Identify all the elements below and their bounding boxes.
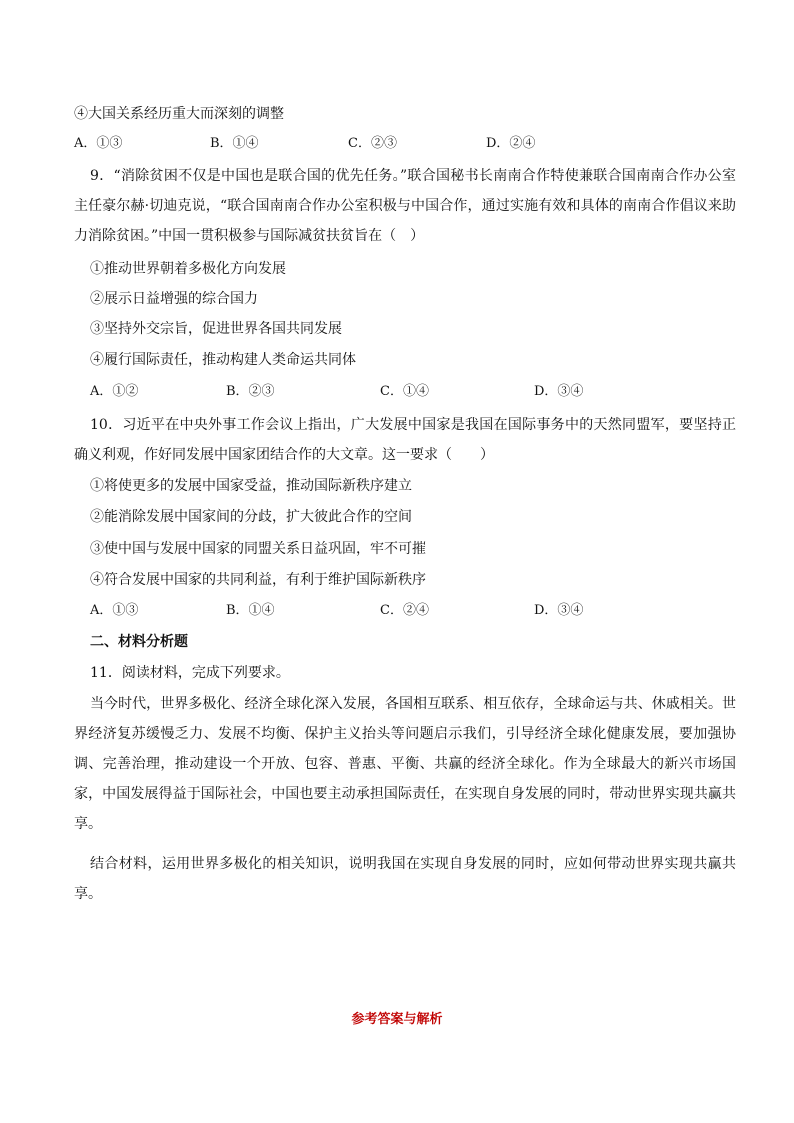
q9-stem: 9．“消除贫困不仅是中国也是联合国的优先任务。”联合国秘书长南南合作特使兼联合国南南合作办公室主任豪尔赫·切迪克说，“联合国南南合作办公室积极与中国合作，通过实施有效和具体的南南合作倡议来助力消除贫困。”中国一贯积极参与国际减贫扶贫旨在（ ） (74, 168, 736, 244)
q9-item-4: ④履行国际责任，推动构建人类命运共同体 (90, 352, 356, 368)
q11-question: 结合材料，运用世界多极化的相关知识，说明我国在实现自身发展的同时，应如何带动世界实现共赢共享。 (74, 856, 736, 902)
q11-material: 当今时代，世界多极化、经济全球化深入发展，各国相互联系、相互依存，全球命运与共、休戚相关。世界经济复苏缓慢乏力、发展不均衡、保护主义抬头等问题启示我们，引导经济全球化健康发展，要加强协调、完善治理，推动建设一个开放、包容、普惠、平衡、共赢的经济全球化。作为全球最大的新兴市场国家，中国发展得益于国际社会，中国也要主动承担国际责任，在实现自身发展的同时，带动世界实现共赢共享。 (74, 696, 736, 832)
q10-stem: 10．习近平在中央外事工作会议上指出，广大发展中国家是我国在国际事务中的天然同盟军，要坚持正确义利观，作好同发展中国家团结合作的大文章。这一要求（ ） (74, 417, 736, 463)
q10-item-3: ③使中国与发展中国家的同盟关系日益巩固，牢不可摧 (90, 541, 426, 557)
q9-item-3: ③坚持外交宗旨，促进世界各国共同发展 (90, 321, 342, 337)
q9-item-1: ①推动世界朝着多极化方向发展 (90, 261, 286, 277)
q8-option-b: B．①④ (210, 136, 259, 151)
q10-item-4: ④符合发展中国家的共同利益，有利于维护国际新秩序 (90, 572, 426, 588)
q9-option-d: D．③④ (534, 384, 584, 399)
q10-option-b: B．①④ (226, 603, 275, 618)
q10-option-a: A．①③ (90, 603, 139, 618)
q10-option-c: C．②④ (380, 603, 429, 618)
q10-option-d: D．③④ (534, 603, 584, 618)
q8-option-d: D．②④ (486, 136, 536, 151)
q8-option-a: A．①③ (74, 136, 123, 151)
q8-option-c: C．②③ (348, 136, 397, 151)
q9-item-2: ②展示日益增强的综合国力 (90, 291, 258, 307)
q9-option-a: A．①② (90, 384, 139, 399)
section-heading: 二、材料分析题 (90, 634, 188, 650)
q10-item-2: ②能消除发展中国家间的分歧，扩大彼此合作的空间 (90, 509, 412, 525)
q10-item-1: ①将使更多的发展中国家受益，推动国际新秩序建立 (90, 478, 412, 494)
q8-item-4: ④大国关系经历重大而深刻的调整 (74, 106, 284, 122)
q9-option-b: B．②③ (226, 384, 275, 399)
q9-option-c: C．①④ (380, 384, 429, 399)
answer-section-title: 参考答案与解析 (351, 1012, 443, 1027)
q11-intro: 11．阅读材料，完成下列要求。 (90, 665, 290, 681)
